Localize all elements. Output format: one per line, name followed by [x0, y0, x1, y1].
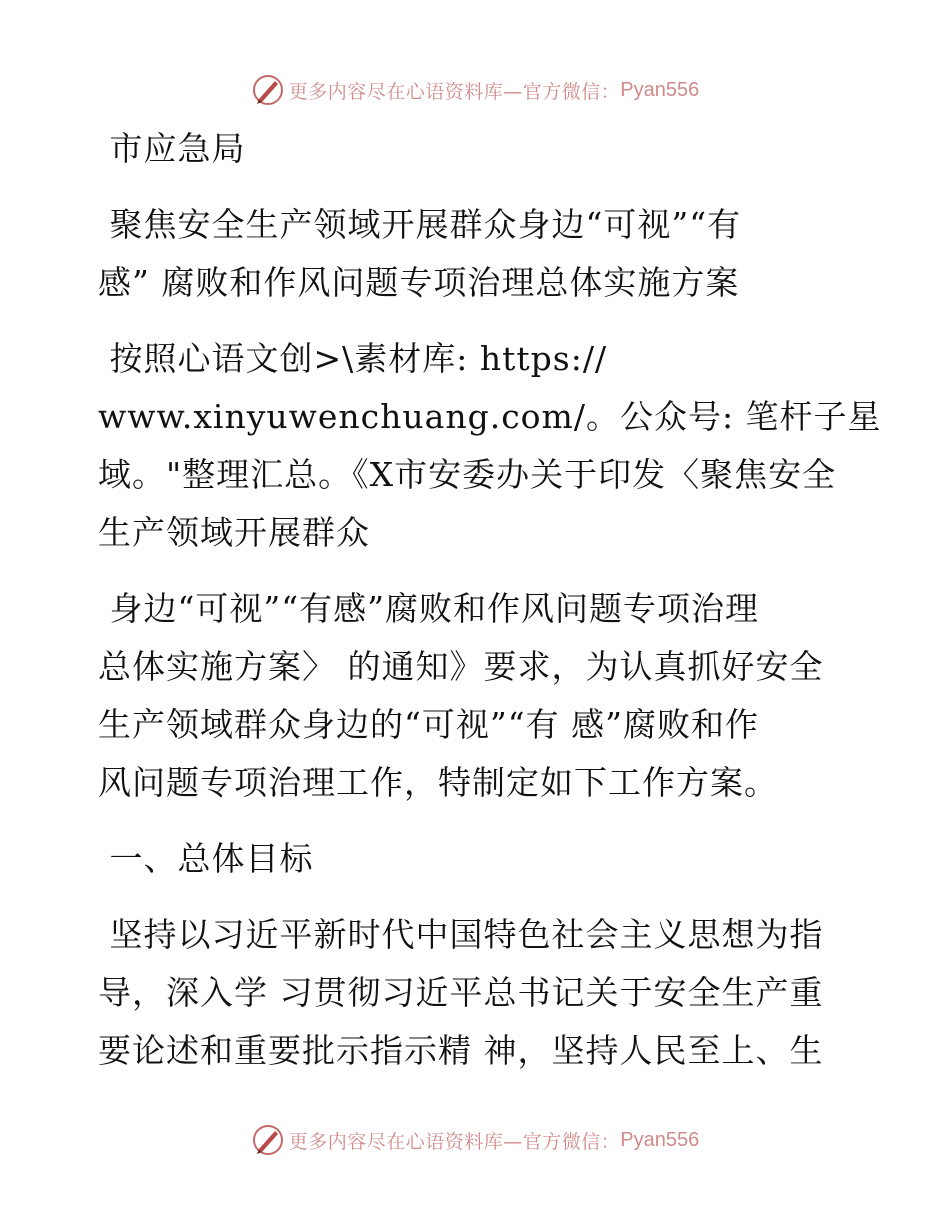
doc-line: 生产领域群众身边的“可视”“有 感”腐败和作	[98, 705, 759, 744]
doc-line: 身边“可视”“有感”腐败和作风问题专项治理	[98, 589, 759, 628]
doc-line: 市应急局	[98, 129, 246, 168]
doc-line: 域。"整理汇总。《X市安委办关于印发〈聚焦安全	[98, 455, 837, 494]
watermark-text: 更多内容尽在心语资料库—官方微信：	[288, 1130, 621, 1153]
doc-line: 导，深入学 习贯彻习近平总书记关于安全生产重	[98, 973, 824, 1012]
watermark-wechat-id: Pyan556	[620, 1128, 700, 1151]
doc-line: 要论述和重要批示指示精 神，坚持人民至上、生	[98, 1031, 824, 1070]
watermark-header	[0, 70, 950, 110]
section-heading: 一、总体目标	[98, 839, 314, 878]
watermark-wechat-id: Pyan556	[620, 78, 700, 101]
doc-line: 生产领域开展群众	[98, 513, 370, 552]
watermark-footer	[0, 1120, 950, 1160]
doc-line: 按照心语文创>\素材库: https://	[98, 339, 608, 378]
pen-logo-icon	[251, 73, 285, 107]
doc-line: www.xinyuwenchuang.com/。公众号: 笔杆子星	[98, 397, 882, 436]
doc-line: 感” 腐败和作风问题专项治理总体实施方案	[98, 263, 740, 302]
document-body	[98, 120, 882, 1080]
doc-line: 风问题专项治理工作，特制定如下工作方案。	[98, 763, 778, 802]
pen-logo-icon	[251, 1123, 285, 1157]
doc-line: 聚焦安全生产领域开展群众身边“可视”“有	[98, 205, 742, 244]
doc-line: 坚持以习近平新时代中国特色社会主义思想为指	[98, 915, 824, 954]
watermark-text: 更多内容尽在心语资料库—官方微信：	[288, 80, 621, 103]
doc-line: 总体实施方案〉 的通知》要求，为认真抓好安全	[98, 647, 824, 686]
